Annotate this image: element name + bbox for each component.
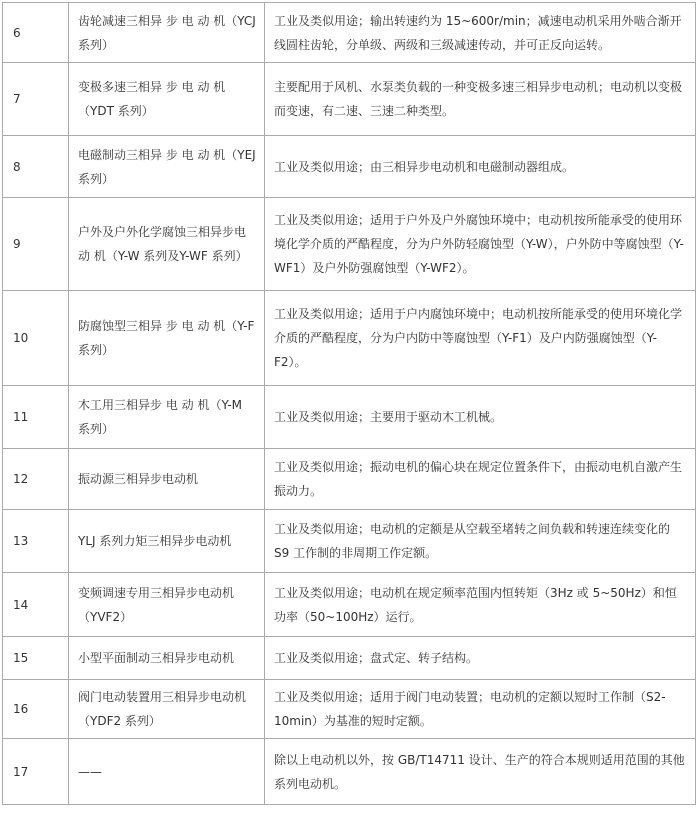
motor-name: 变频调速专用三相异步电动机（YVF2） bbox=[69, 573, 265, 637]
motor-name: 齿轮减速三相异 步 电 动 机（YCJ 系列） bbox=[69, 3, 265, 63]
table-row bbox=[3, 637, 696, 680]
table-row bbox=[3, 739, 696, 805]
row-number: 15 bbox=[3, 637, 69, 680]
table-row bbox=[3, 3, 696, 63]
motor-name: —— bbox=[69, 739, 265, 805]
table-row bbox=[3, 449, 696, 510]
motor-name: 户外及户外化学腐蚀三相异步电 动 机（Y-W 系列及Y-WF 系列） bbox=[69, 198, 265, 291]
motor-description: 工业及类似用途；适用于阀门电动装置；电动机的定额以短时工作制（S2-10min）为基准的短时定额。 bbox=[265, 680, 696, 739]
table-row bbox=[3, 573, 696, 637]
motor-description: 工业及类似用途；主要用于驱动木工机械。 bbox=[265, 386, 696, 449]
motor-description: 工业及类似用途；由三相异步电动机和电磁制动器组成。 bbox=[265, 136, 696, 198]
row-number: 7 bbox=[3, 63, 69, 136]
row-number: 13 bbox=[3, 510, 69, 573]
motor-description: 工业及类似用途；输出转速约为 15~600r/min；减速电动机采用外啮合渐开线圆柱齿轮，分单级、两级和三级减速传动，并可正反向运转。 bbox=[265, 3, 696, 63]
motor-description: 除以上电动机以外，按 GB/T14711 设计、生产的符合本规则适用范围的其他系列电动机。 bbox=[265, 739, 696, 805]
motor-description: 工业及类似用途；电动机的定额是从空载至堵转之间负载和转速连续变化的 S9 工作制的非周期工作定额。 bbox=[265, 510, 696, 573]
motor-description: 工业及类似用途；适用于户外及户外腐蚀环境中；电动机按所能承受的使用环境化学介质的严酷程度，分为户外防轻腐蚀型（Y-W），户外防中等腐蚀型（Y-WF1）及户外防强腐蚀型（Y-WF2）。 bbox=[265, 198, 696, 291]
motor-description: 工业及类似用途；适用于户内腐蚀环境中；电动机按所能承受的使用环境化学介质的严酷程度，分为户内防中等腐蚀型（Y-F1）及户内防强腐蚀型（Y-F2）。 bbox=[265, 291, 696, 386]
motor-description: 主要配用于风机、水泵类负载的一种变极多速三相异步电动机；电动机以变极而变速，有二速、三速二种类型。 bbox=[265, 63, 696, 136]
table-row bbox=[3, 63, 696, 136]
table-row bbox=[3, 386, 696, 449]
row-number: 10 bbox=[3, 291, 69, 386]
motor-description: 工业及类似用途；盘式定、转子结构。 bbox=[265, 637, 696, 680]
row-number: 14 bbox=[3, 573, 69, 637]
motor-name: YLJ 系列力矩三相异步电动机 bbox=[69, 510, 265, 573]
motor-description: 工业及类似用途；振动电机的偏心块在规定位置条件下，由振动电机自激产生振动力。 bbox=[265, 449, 696, 510]
row-number: 9 bbox=[3, 198, 69, 291]
motor-name: 变极多速三相异 步 电 动 机（YDT 系列） bbox=[69, 63, 265, 136]
motor-name: 小型平面制动三相异步电动机 bbox=[69, 637, 265, 680]
motor-name: 阀门电动装置用三相异步电动机（YDF2 系列） bbox=[69, 680, 265, 739]
table-row bbox=[3, 291, 696, 386]
table-row bbox=[3, 136, 696, 198]
motor-types-table bbox=[2, 2, 696, 805]
table-row bbox=[3, 510, 696, 573]
motor-name: 防腐蚀型三相异 步 电 动 机（Y-F 系列） bbox=[69, 291, 265, 386]
row-number: 8 bbox=[3, 136, 69, 198]
table-row bbox=[3, 198, 696, 291]
row-number: 12 bbox=[3, 449, 69, 510]
row-number: 11 bbox=[3, 386, 69, 449]
row-number: 16 bbox=[3, 680, 69, 739]
motor-name: 电磁制动三相异 步 电 动 机（YEJ 系列） bbox=[69, 136, 265, 198]
row-number: 6 bbox=[3, 3, 69, 63]
row-number: 17 bbox=[3, 739, 69, 805]
motor-name: 振动源三相异步电动机 bbox=[69, 449, 265, 510]
table-row bbox=[3, 680, 696, 739]
motor-description: 工业及类似用途；电动机在规定频率范围内恒转矩（3Hz 或 5~50Hz）和恒功率（50~100Hz）运行。 bbox=[265, 573, 696, 637]
motor-name: 木工用三相异步 电 动 机（Y-M 系列） bbox=[69, 386, 265, 449]
